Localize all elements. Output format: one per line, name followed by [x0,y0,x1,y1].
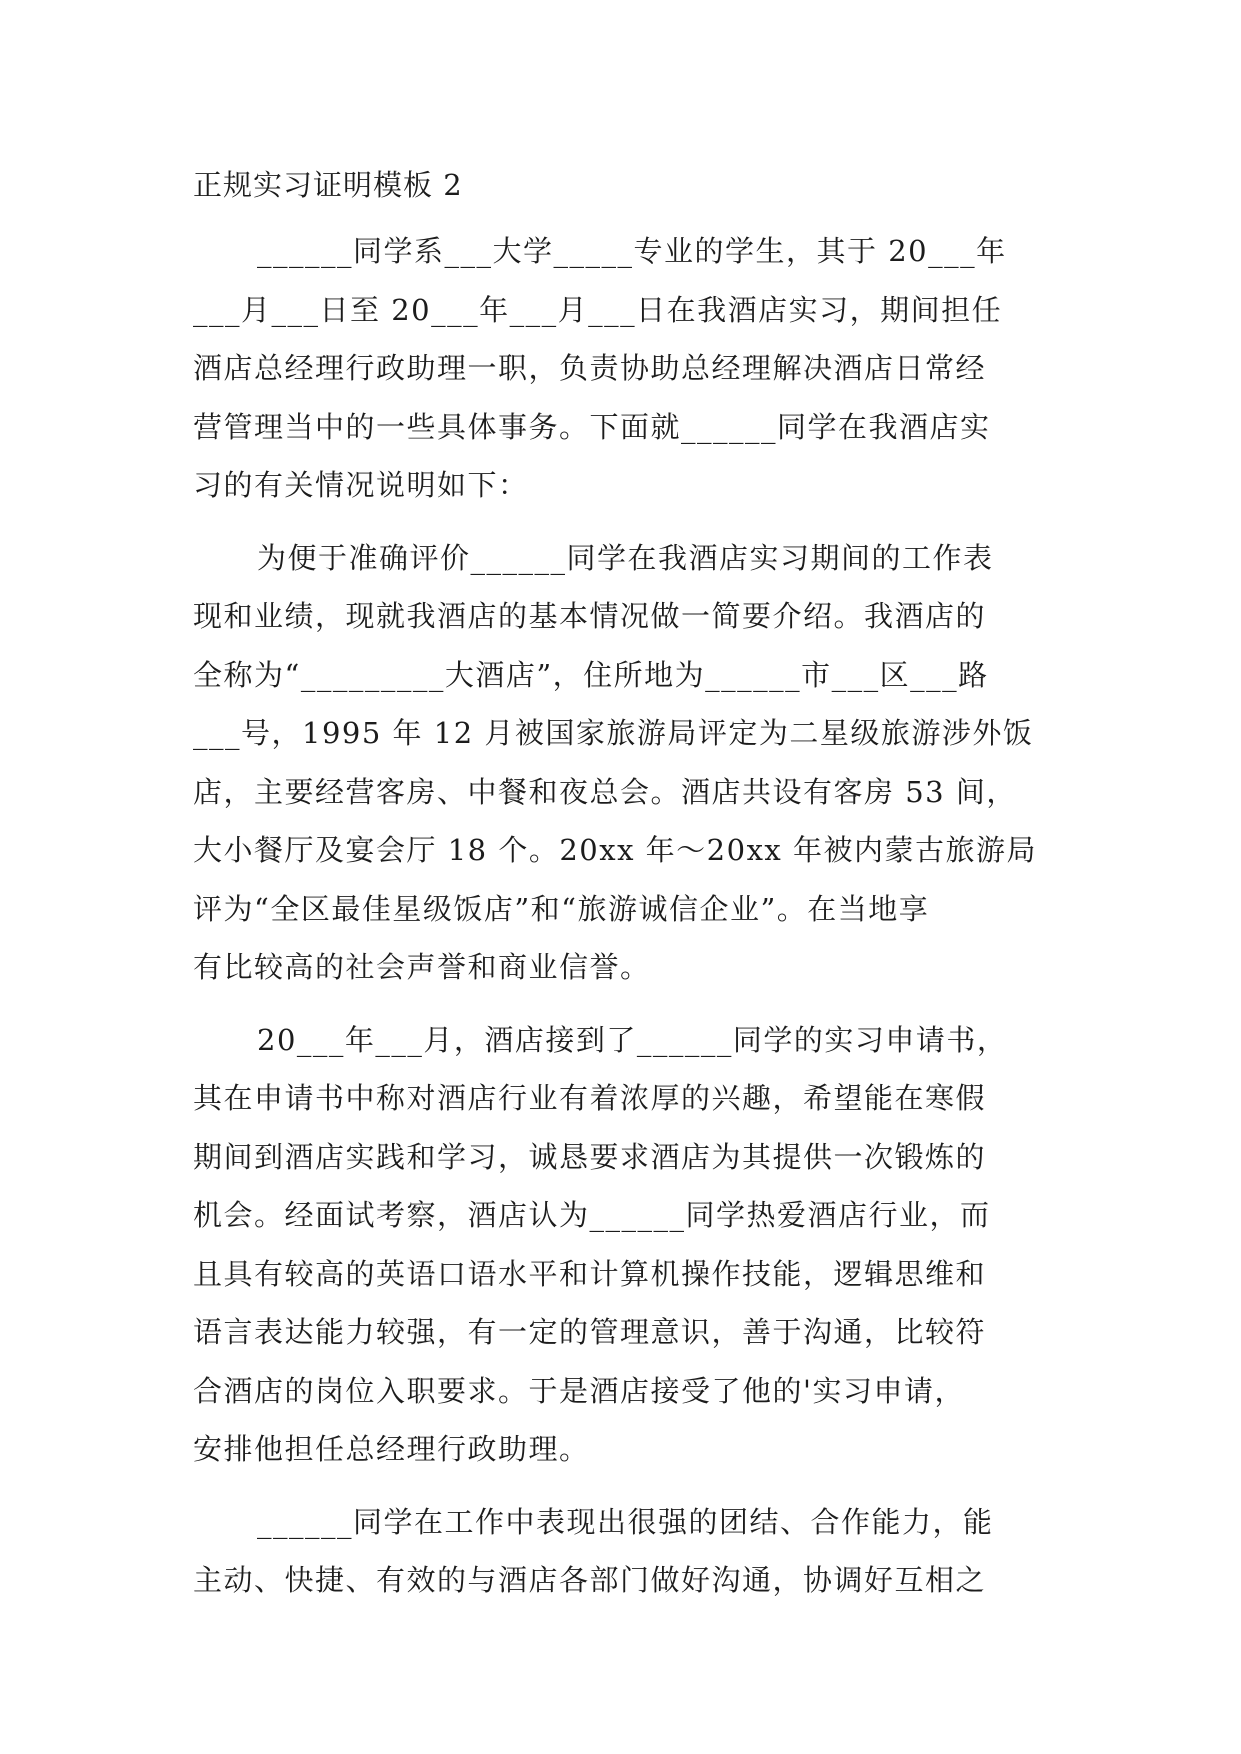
text-line: 语言表达能力较强，有一定的管理意识，善于沟通，比较符 [193,1315,987,1349]
document-title: 正规实习证明模板 2 [193,168,463,202]
text-line: 营管理当中的一些具体事务。下面就______同学在我酒店实 [193,409,991,444]
text-line: 有比较高的社会声誉和商业信誉。 [193,950,651,984]
text-line: 机会。经面试考察，酒店认为______同学热爱酒店行业，而 [193,1198,991,1232]
text-line: 安排他担任总经理行政助理。 [193,1432,590,1466]
text-line: 合酒店的岗位入职要求。于是酒店接受了他的'实习申请， [193,1373,965,1408]
text-line: ___号，1995 年 12 月被国家旅游局评定为二星级旅游涉外饭 [193,716,1034,750]
text-line: 大小餐厅及宴会厅 18 个。20xx 年～20xx 年被内蒙古旅游局 [193,833,1037,867]
text-line: 全称为“_________大酒店”，住所地为______市___区___路 [193,657,989,692]
paragraph-internship-intro [193,222,1051,515]
text-line: ______同学系___大学_____专业的学生，其于 20___年 [257,234,1007,268]
text-line: 为便于准确评价______同学在我酒店实习期间的工作表 [257,540,994,575]
text-line: 20___年___月，酒店接到了______同学的实习申请书， [257,1022,1008,1057]
paragraph-application [193,1011,1051,1479]
text-line: 店，主要经营客房、中餐和夜总会。酒店共设有客房 53 间， [193,774,1017,809]
paragraph-hotel-profile [193,529,1051,997]
text-line: ___月___日至 20___年___月___日在我酒店实习，期间担任 [193,292,1003,327]
text-line: 评为“全区最佳星级饭店”和“旅游诚信企业”。在当地享 [193,891,930,926]
text-line: 期间到酒店实践和学习，诚恳要求酒店为其提供一次锻炼的 [193,1139,987,1174]
text-line: 习的有关情况说明如下： [193,468,529,502]
text-line: 且具有较高的英语口语水平和计算机操作技能，逻辑思维和 [193,1256,987,1291]
text-line: 其在申请书中称对酒店行业有着浓厚的兴趣，希望能在寒假 [193,1081,987,1115]
text-line: ______同学在工作中表现出很强的团结、合作能力，能 [257,1504,994,1539]
text-line: 酒店总经理行政助理一职，负责协助总经理解决酒店日常经 [193,351,987,385]
document-body [193,222,1051,1624]
text-line: 主动、快捷、有效的与酒店各部门做好沟通，协调好互相之 [193,1563,987,1597]
paragraph-performance [193,1493,1051,1610]
text-line: 现和业绩，现就我酒店的基本情况做一简要介绍。我酒店的 [193,599,987,633]
